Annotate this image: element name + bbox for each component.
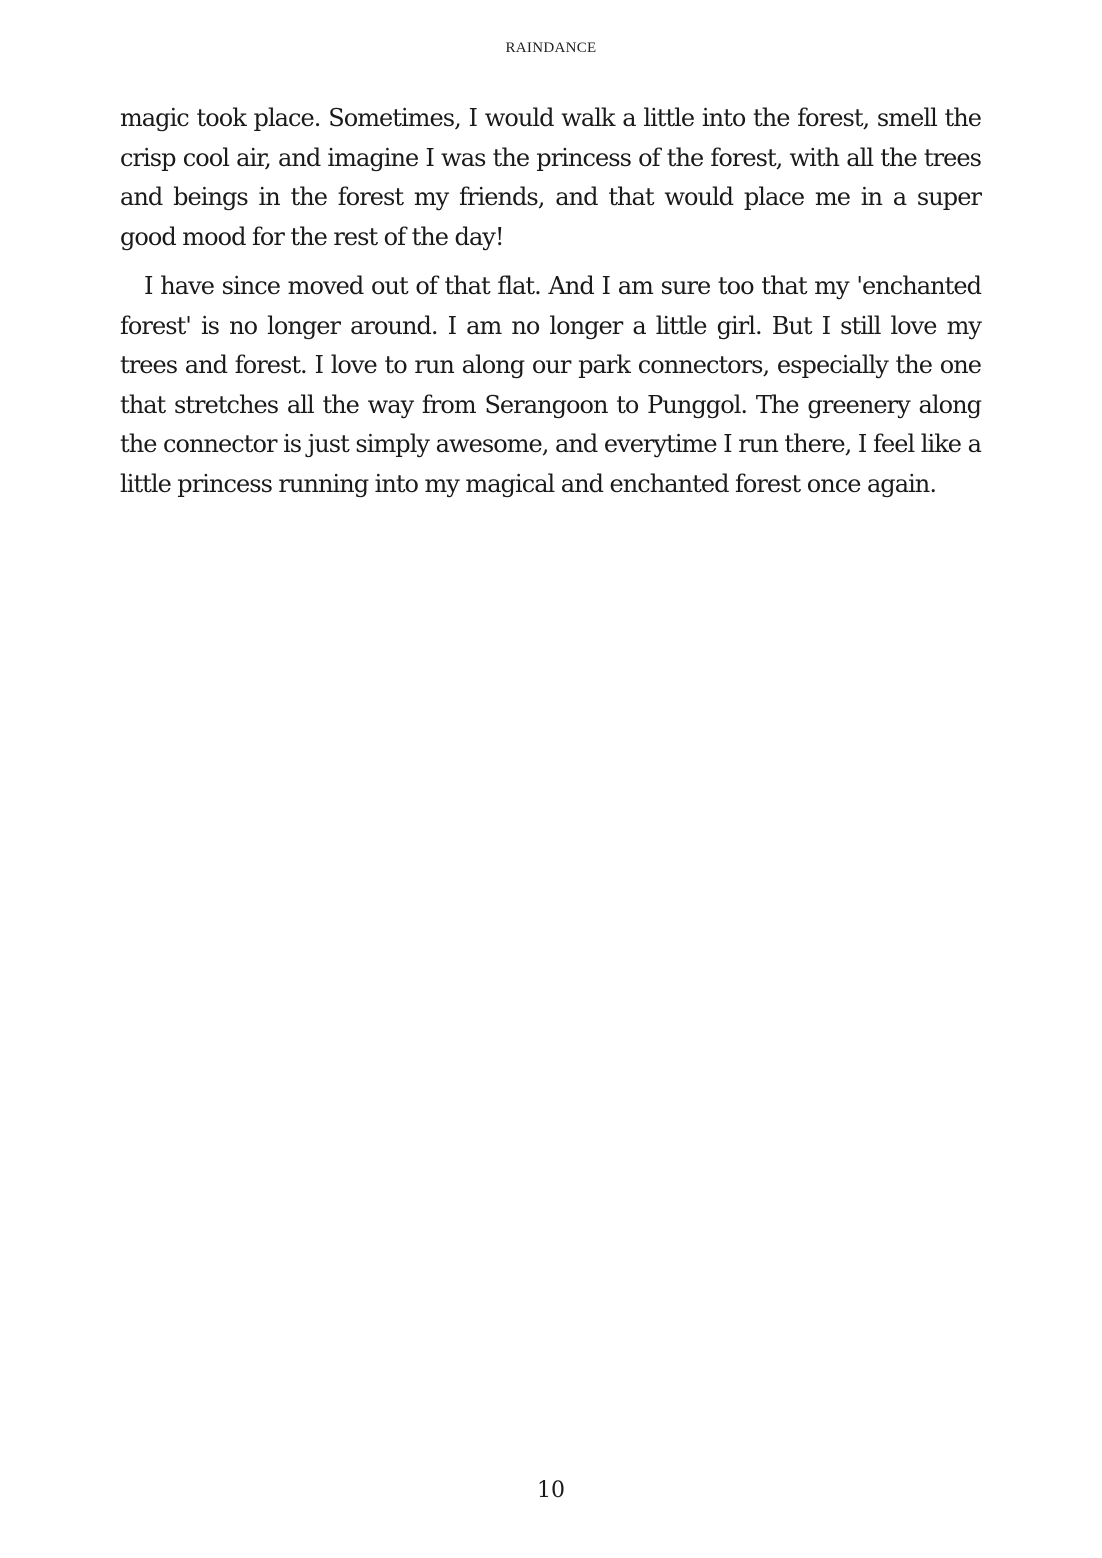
paragraph-continued: magic took place. Sometimes, I would walk a little into the forest, smell the crisp cool air, and imagine I was the princess of the forest, with all the trees and beings in the forest my friends, and that would place me in a super good mood for the rest of the day!	[120, 104, 981, 251]
text-body	[120, 99, 981, 514]
paragraph: I have since moved out of that flat. And I am sure too that my 'enchanted forest' is no longer around. I am no longer a little girl. But I still love my trees and forest. I love to run along our park connectors, especially the one that stretches all the way from Serangoon to Punggol. The greenery along the connector is just simply awesome, and everytime I run there, I feel like a little princess running into my magical and enchanted forest once again.	[120, 272, 981, 498]
running-header: RAINDANCE	[505, 40, 597, 56]
page-number: 10	[537, 1478, 565, 1503]
